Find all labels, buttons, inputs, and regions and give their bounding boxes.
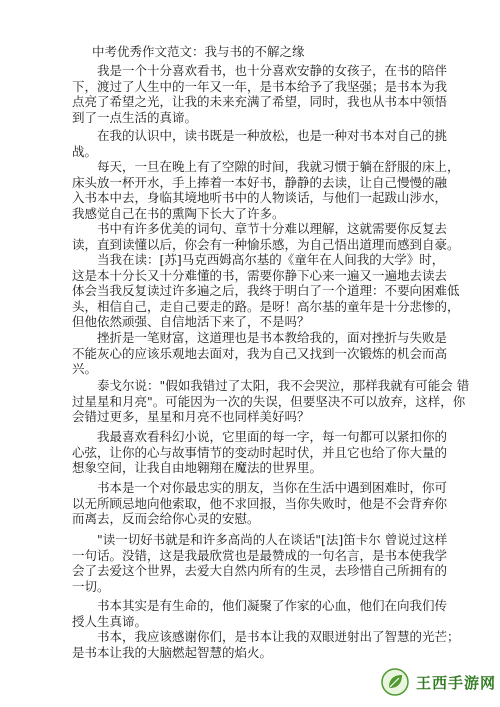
text-line: 我最喜欢看科幻小说，它里面的每一字，每一句都可以紧扣你的 — [72, 429, 448, 444]
text-line: 我感觉自己在书的熏陶下长大了许多。 — [72, 205, 285, 221]
text-line: 而离去，反而会给你心灵的安慰。 — [72, 511, 260, 527]
text-line: "读一切好书就是和许多高尚的人在谈话"[法]笛卡尔 曾说过这样 — [72, 532, 448, 547]
paragraph — [72, 330, 448, 377]
paragraph — [72, 378, 470, 425]
paragraph — [72, 159, 460, 221]
paragraph — [72, 629, 460, 660]
text-line: 书中有许多优美的词句、章节十分难以理解，这就需要你反复去 — [72, 221, 448, 236]
text-line: 入书本中去，身临其境地听书中的人物谈话，与他们一起跋山涉水， — [72, 190, 448, 206]
paragraph — [72, 252, 460, 330]
text-line: 挫折是一笔财富，这道理也是书本教给我的，面对挫折与失败是 — [72, 330, 448, 345]
text-line: 兴。 — [72, 361, 98, 377]
watermark-text: 王西手游网 — [416, 673, 497, 692]
text-line: 一句话。没错，这是我最欣赏也是最赞成的一句名言，是书本使我学 — [72, 547, 448, 563]
text-line: 是书本让我的大脑燃起智慧的焰火。 — [72, 644, 273, 660]
text-line: 下，渡过了人生中的一年又一年，是书本给予了我坚强；是书本为我 — [72, 78, 448, 94]
text-line: 以无所顾忌地向他索取，他不求回报，当你失败时，他是不会背弃你 — [72, 495, 448, 511]
text-line: 想象空间，让我自由地翱翔在魔法的世界里。 — [72, 460, 323, 476]
text-line: 授人生真谛。 — [72, 613, 148, 629]
text-line: 到了一点生活的真谛。 — [72, 109, 198, 125]
green-leaf-icon — [380, 667, 410, 697]
text-line: 不能灰心的应该乐观地去面对，我为自己又找到一次锻炼的机会而高 — [72, 345, 448, 361]
text-line: 泰戈尔说："假如我错过了太阳，我不会哭泣，那样我就有可能会 错 — [72, 378, 470, 393]
text-line: 心弦，让你的心与故事情节的变动时起时伏，并且它也给了你大量的 — [72, 444, 448, 460]
text-line: 但他依然顽强、自信地活下来了，不是吗？ — [72, 314, 310, 330]
text-line: 一切。 — [72, 578, 110, 594]
text-line: 读，直到读懂以后，你会有一种愉乐感，为自己悟出道理而感到自豪。 — [72, 236, 460, 252]
paragraph — [72, 429, 448, 476]
text-line: 点亮了希望之光，让我的未来充满了希望，同时，我也从书本中领悟 — [72, 94, 448, 110]
paragraph — [72, 221, 460, 252]
watermark — [380, 667, 497, 697]
paragraph — [72, 532, 448, 594]
paragraph — [72, 480, 448, 527]
paragraph — [72, 63, 448, 125]
text-line: 床头放一杯开水，手上捧着一本好书，静静的去读，让自己慢慢的融 — [72, 174, 448, 190]
text-line: 会错过更多，星星和月亮不也同样美好吗？ — [72, 409, 310, 425]
paragraph — [72, 598, 448, 629]
text-line: 当我在读：[苏]马克西姆高尔基的《童年在人间我的大学》时， — [72, 252, 445, 267]
paragraph — [72, 128, 448, 159]
text-line: 过星星和月亮"。可能因为一次的失误，但要坚决不可以放弃，这样，你 — [72, 393, 466, 409]
text-line: 书本是一个对你最忠实的朋友，当你在生活中遇到困难时，你可 — [72, 480, 448, 495]
text-line: 战。 — [72, 143, 98, 159]
text-line: 头，相信自己，走自己要走的路。是呀！高尔基的童年是十分悲惨的， — [72, 298, 460, 314]
text-line: 书本，我应该感谢你们，是书本让我的双眼迸射出了智慧的光芒； — [72, 629, 460, 644]
text-line: 会了去爱这个世界，去爱大自然内所有的生灵，去珍惜自己所拥有的 — [72, 563, 448, 579]
document-title: 中考优秀作文范文：我与书的不解之缘 — [92, 44, 305, 59]
text-line: 每天，一旦在晚上有了空隙的时间，我就习惯于躺在舒服的床上， — [72, 159, 460, 174]
text-line: 体会当我反复读过许多遍之后，我终于明白了一个道理：不要向困难低 — [72, 283, 460, 299]
text-line: 书本其实是有生命的，他们凝聚了作家的心血，他们在向我们传 — [72, 598, 448, 613]
text-line: 在我的认识中，读书既是一种放松，也是一种对书本对自己的挑 — [72, 128, 448, 143]
text-line: 这是本十分长又十分难懂的书，需要你静下心来一遍又一遍地去读去 — [72, 267, 448, 283]
text-line: 我是一个十分喜欢看书，也十分喜欢安静的女孩子，在书的陪伴 — [72, 63, 448, 78]
